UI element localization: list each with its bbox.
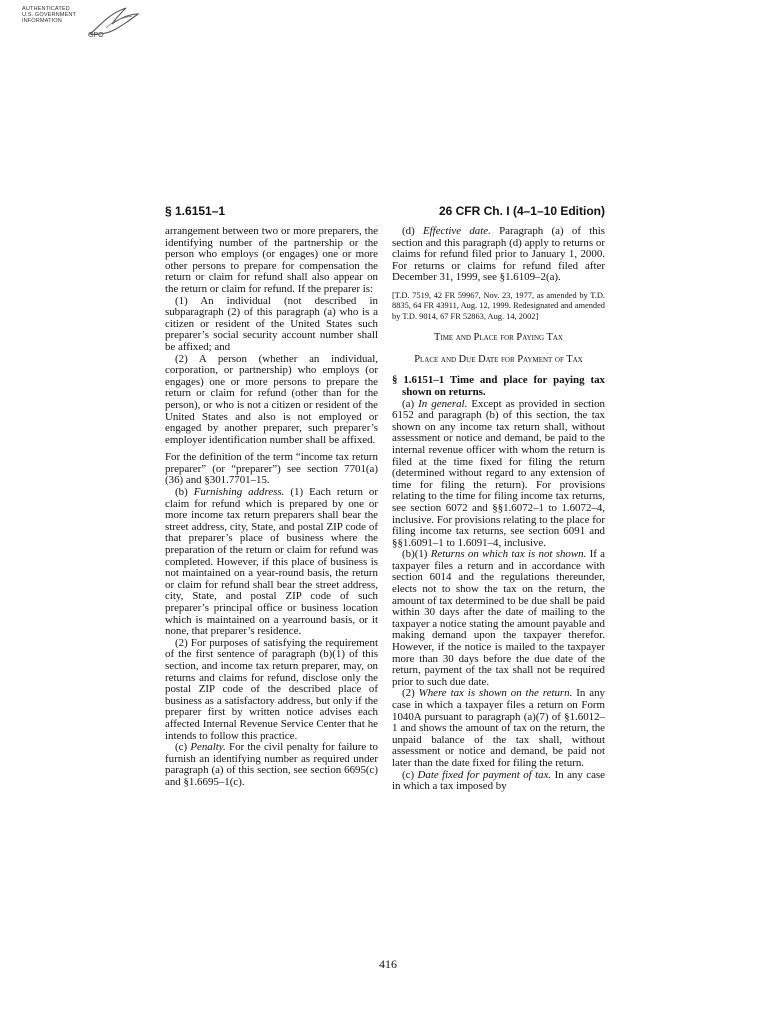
edition-label: 26 CFR Ch. I (4–1–10 Edition) — [438, 204, 605, 218]
seal-text — [22, 6, 76, 25]
running-head — [165, 204, 605, 220]
right-column — [392, 226, 605, 793]
paragraph — [392, 770, 605, 793]
subpart-heading: Time and Place for Paying Tax — [434, 332, 563, 344]
paragraph-title: Penalty. — [190, 741, 226, 754]
gpo-mark: GPO — [88, 32, 104, 39]
paragraph-designator: (d) — [402, 225, 423, 237]
paragraph-text: (1) Each return or claim for refund which is prepared by one or more income tax return preparers shall bear the street address, city, State, and postal ZIP code of that preparer’s place of business where the preparation of the return or claim for refund was completed. However, if this place of business is not maintained on a year-round basis, the return or claim for refund shall bear the street address, city, State, and postal ZIP code of such preparer’s principal office or business location which is maintained on a yearround basis, or it none, that preparer’s residence. — [165, 486, 379, 638]
paragraph — [165, 742, 378, 788]
paragraph-title: Date fixed for payment of tax. — [417, 768, 552, 781]
seal-line-2: U.S. GOVERNMENT — [22, 12, 77, 19]
paragraph: For the definition of the term “income tax return preparer” (or “preparer”) see section 7701(a)(36) and §301.7701–15. — [165, 451, 378, 487]
paragraph-text: Except as provided in section 6152 and paragraph (b) of this section, the tax shown on any income tax return shall, without assessment or notice and demand, be paid to the internal revenue officer with whom the return is filed at the time fixed for filing the return (determined without regard to any extension of time for filing the return). For provisions relating to the time for filing income tax returns, see section 6072 and §§1.6072–1 to 1.6072–4, inclusive. For provisions relating to the place for filing income tax returns, see section 6091 and §§1.6091–1 to 1.6091–4, inclusive. — [392, 397, 605, 549]
paragraph-title: In general. — [418, 397, 468, 410]
paragraph-text: Paragraph (a) of this section and this paragraph (d) apply to returns or claims for refund filed prior to January 1, 2000. For returns or claims for refund filed after December 31, 1999, see §1.6109–2(a). — [392, 225, 605, 284]
paragraph-title: Furnishing address. — [193, 486, 285, 499]
paragraph-designator: (b)(1) — [402, 548, 431, 561]
source-citation: [T.D. 7519, 42 FR 59967, Nov. 23, 1977, as amended by T.D. 8835, 64 FR 43911, Aug. 12, 1999. Redesignated and amended by T.D. 9014, 67 FR 52863, Aug. 14, 2002] — [392, 290, 605, 321]
paragraph: (2) A person (whether an individual, corporation, or partnership) who employs (or engages) one or more persons to prepare the return or claim for refund (other than for the person), or who is not a citizen or resident of the United States and also is not employed or engaged by another preparer, such preparer’s employer identification number shall be affixed. — [165, 352, 378, 446]
paragraph-text: In any case in which a tax imposed by — [392, 768, 605, 793]
paragraph-text: In any case in which a taxpayer files a return on Form 1040A pursuant to paragraph (a)(7) of §1.6012–1 and shows the amount of tax on the return, the unpaid balance of the tax shall, without assessment or notice and demand, be paid not later than the date fixed for filing the return. — [392, 687, 605, 769]
paragraph-designator: (a) — [402, 397, 419, 410]
undesignated-heading: Place and Due Date for Payment of Tax — [414, 353, 583, 365]
paragraph — [392, 688, 605, 769]
paragraph-designator: (b) — [175, 486, 194, 499]
paragraph-text: For the civil penalty for failure to furnish an identifying number as required under paragraph (a) of this section, see section 6695(c) and §1.6695–1(c). — [165, 741, 379, 788]
paragraph-title: Returns on which tax is not shown. — [430, 548, 587, 561]
paragraph-designator: (2) — [402, 687, 419, 700]
seal-line-3: INFORMATION — [22, 18, 62, 25]
paragraph — [165, 487, 378, 638]
paragraph — [392, 399, 605, 550]
left-column — [165, 226, 378, 789]
paragraph — [392, 226, 605, 284]
paragraph: (1) An individual (not described in subparagraph (2) of this paragraph (a) who is a citizen or resident of the United States such preparer’s social security account number shall be affixed; and — [165, 294, 378, 353]
paragraph — [392, 549, 605, 688]
paragraph-text: If a taxpayer files a return and in accordance with section 6014 and the regulations thereunder, elects not to show the tax on the return, the amount of tax determined to be due shall be paid within 30 days after the date of mailing to the taxpayer a notice stating the amount payable and making demand upon the taxpayer therefor. However, if the notice is mailed to the taxpayer more than 30 days before the due date of the return, payment of the tax shall not be required prior to such due date. — [392, 548, 605, 688]
paragraph-designator: (c) — [175, 741, 191, 754]
section-heading: § 1.6151–1 Time and place for paying tax shown on returns. — [392, 374, 605, 398]
page-number: 416 — [379, 957, 397, 971]
section-number: § 1.6151–1 — [165, 204, 226, 218]
seal-line-1: AUTHENTICATED — [22, 6, 70, 12]
paragraph-designator: (c) — [402, 768, 418, 781]
paragraph: arrangement between two or more preparers, the identifying number of the partnership or the person who employs (or engages) one or more other persons to prepare for compensation the return or claim for refund shall also appear on the return or claim for refund. If the preparer is: — [165, 225, 378, 295]
gpo-authentication-seal — [22, 4, 142, 50]
paragraph-title: Where tax is shown on the return. — [418, 687, 573, 700]
paragraph: (2) For purposes of satisfying the requirement of the first sentence of paragraph (b)(1) of this section, and income tax return preparer, may, on returns and claims for refund, disclose only the postal ZIP code of the described place of business as a satisfactory address, but only if the preparer first by written notice advises each affected Internal Revenue Service Center that he intends to follow this practice. — [165, 636, 378, 742]
paragraph-title: Effective date. — [422, 225, 491, 237]
